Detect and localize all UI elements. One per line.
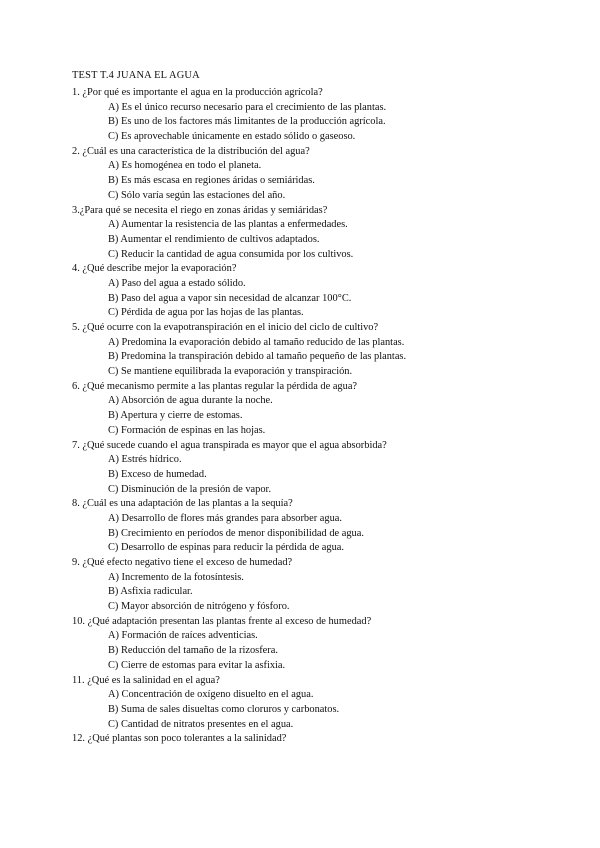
question-text: 1. ¿Por qué es importante el agua en la producción agrícola? (72, 87, 323, 98)
question-text: 11. ¿Qué es la salinidad en el agua? (72, 674, 220, 686)
answer-option: C) Se mantiene equilibrada la evaporación y transpiración. (108, 366, 353, 378)
answer-option: C) Reducir la cantidad de agua consumida por los cultivos. (108, 248, 354, 260)
answer-option: B) Reducción del tamaño de la rizosfera. (108, 645, 278, 657)
answer-option: A) Concentración de oxígeno disuelto en el agua. (108, 689, 314, 701)
answer-option: B) Crecimiento en períodos de menor disponibilidad de agua. (108, 527, 364, 539)
question-item (72, 556, 542, 615)
question-item (72, 674, 542, 733)
question-text: 2. ¿Cuál es una característica de la distribución del agua? (72, 145, 310, 157)
answer-option: A) Es el único recurso necesario para el crecimiento de las plantas. (108, 101, 387, 113)
answer-option: C) Mayor absorción de nitrógeno y fósforo. (108, 601, 290, 613)
answer-option: C) Sólo varía según las estaciones del año. (108, 189, 286, 201)
answer-option: B) Suma de sales disueltas como cloruros y carbonatos. (108, 703, 340, 715)
answer-option: A) Estrés hídrico. (108, 454, 182, 466)
answer-option: C) Es aprovechable únicamente en estado sólido o gaseoso. (108, 131, 356, 143)
answer-option: B) Asfixia radicular. (108, 586, 193, 598)
question-item (72, 615, 542, 674)
answer-option: B) Apertura y cierre de estomas. (108, 410, 243, 422)
question-text: 7. ¿Qué sucede cuando el agua transpirada es mayor que el agua absorbida? (72, 439, 387, 451)
question-text: 9. ¿Qué efecto negativo tiene el exceso de humedad? (72, 557, 293, 568)
answer-option: A) Predomina la evaporación debido al tamaño reducido de las plantas. (108, 336, 405, 348)
question-text: 3.¿Para qué se necesita el riego en zonas áridas y semiáridas? (72, 204, 328, 216)
question-item (72, 86, 542, 145)
question-item (72, 439, 542, 498)
answer-option: A) Absorción de agua durante la noche. (108, 395, 273, 407)
answer-option: A) Es homogénea en todo el planeta. (108, 160, 262, 172)
answer-option: C) Cierre de estomas para evitar la asfixia. (108, 659, 286, 671)
question-text: 4. ¿Qué describe mejor la evaporación? (72, 263, 237, 275)
question-text: 10. ¿Qué adaptación presentan las plantas frente al exceso de humedad? (72, 615, 372, 627)
answer-option: C) Formación de espinas en las hojas. (108, 424, 266, 436)
answer-option: C) Pérdida de agua por las hojas de las plantas. (108, 307, 304, 319)
answer-option: C) Desarrollo de espinas para reducir la pérdida de agua. (108, 542, 344, 554)
page-title: TEST T.4 JUANA EL AGUA (72, 70, 200, 81)
question-item (72, 732, 542, 747)
answer-option: C) Cantidad de nitratos presentes en el agua. (108, 718, 294, 730)
answer-option: B) Aumentar el rendimiento de cultivos adaptados. (108, 233, 320, 245)
answer-option: B) Paso del agua a vapor sin necesidad de alcanzar 100°C. (108, 292, 352, 304)
answer-option: A) Formación de raíces adventicias. (108, 630, 258, 642)
answer-option: A) Paso del agua a estado sólido. (108, 277, 246, 289)
question-item (72, 262, 542, 321)
question-text: 12. ¿Qué plantas son poco tolerantes a la salinidad? (72, 733, 287, 745)
answer-option: A) Aumentar la resistencia de las plantas a enfermedades. (108, 219, 348, 231)
question-text: 6. ¿Qué mecanismo permite a las plantas regular la pérdida de agua? (72, 380, 358, 392)
question-item (72, 204, 542, 263)
answer-option: C) Disminución de la presión de vapor. (108, 483, 272, 495)
question-list (72, 86, 542, 747)
answer-option: B) Es más escasa en regiones áridas o semiáridas. (108, 175, 315, 187)
answer-option: B) Es uno de los factores más limitantes de la producción agrícola. (108, 116, 386, 128)
answer-option: A) Incremento de la fotosíntesis. (108, 571, 244, 583)
question-item (72, 497, 542, 556)
question-text: 8. ¿Cuál es una adaptación de las plantas a la sequía? (72, 498, 293, 510)
answer-option: A) Desarrollo de flores más grandes para absorber agua. (108, 512, 342, 524)
question-item (72, 321, 542, 380)
answer-option: B) Predomina la transpiración debido al tamaño pequeño de las plantas. (108, 351, 407, 363)
answer-option: B) Exceso de humedad. (108, 468, 207, 480)
question-item (72, 145, 542, 204)
question-item (72, 380, 542, 439)
question-text: 5. ¿Qué ocurre con la evapotranspiración en el inicio del ciclo de cultivo? (72, 322, 379, 333)
